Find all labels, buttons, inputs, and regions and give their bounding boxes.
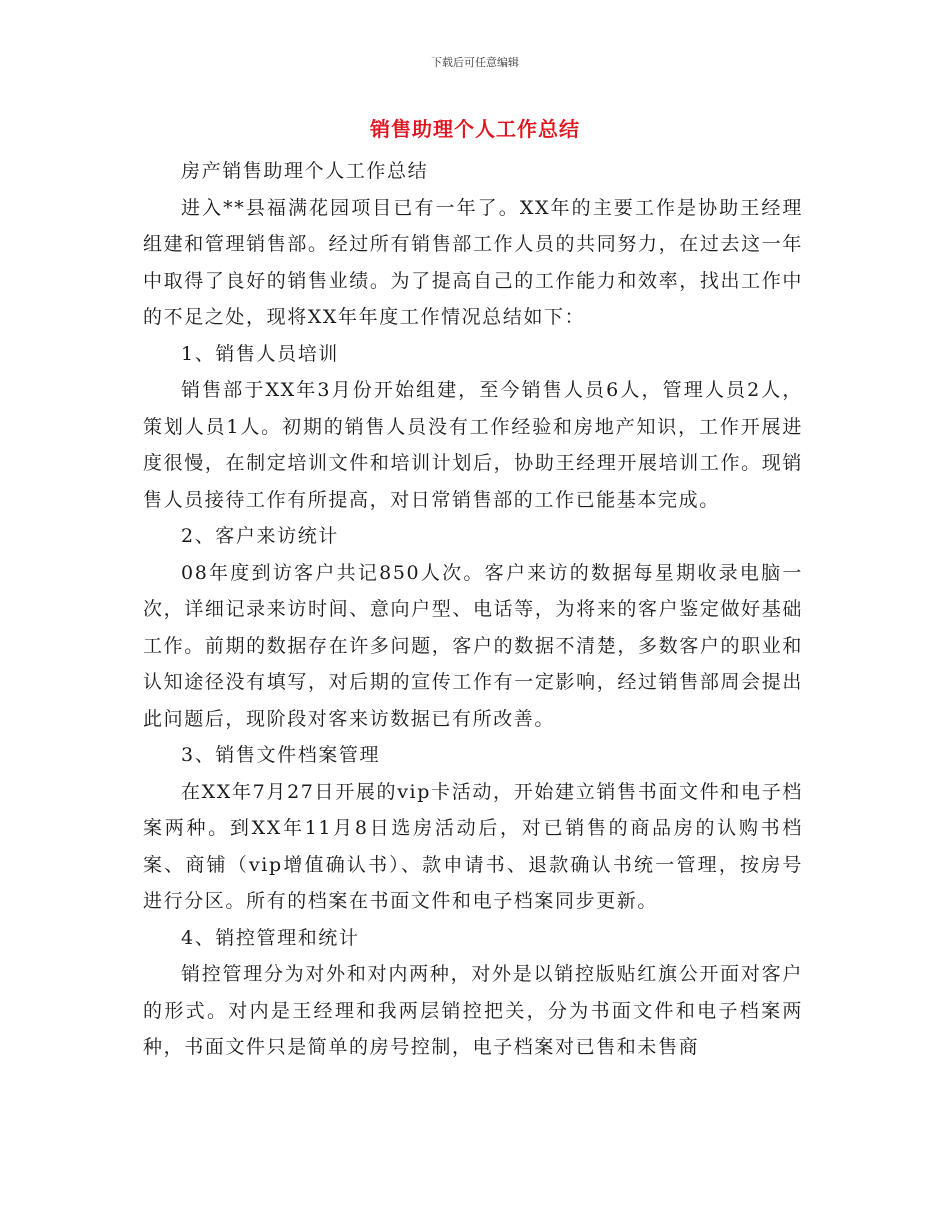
- section-heading-archives: 3、销售文件档案管理: [181, 744, 381, 766]
- section-body-training: 销售部于XX年3月份开始组建，至今销售人员6人，管理人员2人，策划人员1人。初期的销售人员没有工作经验和房地产知识，工作开展进度很慢，在制定培训文件和培训计划后，协助王经理开展培训工作。现销售人员接待工作有所提高，对日常销售部的工作已能基本完成。: [143, 379, 803, 511]
- section-body-archives: 在XX年7月27日开展的vip卡活动，开始建立销售书面文件和电子档案两种。到XX年11月8日选房活动后，对已销售的商品房的认购书档案、商铺（vip增值确认书）、款申请书、退款确认书统一管理，按房号进行分区。所有的档案在书面文件和电子档案同步更新。: [143, 780, 803, 912]
- section-heading-visits: 2、客户来访统计: [181, 525, 339, 547]
- section-body-visits: 08年度到访客户共记850人次。客户来访的数据每星期收录电脑一次，详细记录来访时间、意向户型、电话等，为将来的客户鉴定做好基础工作。前期的数据存在许多问题，客户的数据不清楚，多数客户的职业和认知途径没有填写，对后期的宣传工作有一定影响，经过销售部周会提出此问题后，现阶段对客来访数据已有所改善。: [143, 561, 803, 730]
- section-heading-sales-control: 4、销控管理和统计: [181, 926, 360, 949]
- document-body: [143, 153, 803, 1066]
- header-note: 下载后可任意编辑: [431, 56, 519, 69]
- intro-paragraph: 进入**县福满花园项目已有一年了。XX年的主要工作是协助王经理组建和管理销售部。经过所有销售部工作人员的共同努力，在过去这一年中取得了良好的销售业绩。为了提高自己的工作能力和效率，找出工作中的不足之处，现将XX年年度工作情况总结如下：: [143, 196, 803, 328]
- section-body-sales-control: 销控管理分为对外和对内两种，对外是以销控版贴红旗公开面对客户的形式。对内是王经理和我两层销控把关，分为书面文件和电子档案两种，书面文件只是简单的房号控制，电子档案对已售和未售商: [143, 963, 803, 1058]
- document-title: 销售助理个人工作总结: [370, 117, 580, 141]
- section-heading-training: 1、销售人员培训: [181, 342, 339, 365]
- document-subtitle: 房产销售助理个人工作总结: [181, 160, 429, 182]
